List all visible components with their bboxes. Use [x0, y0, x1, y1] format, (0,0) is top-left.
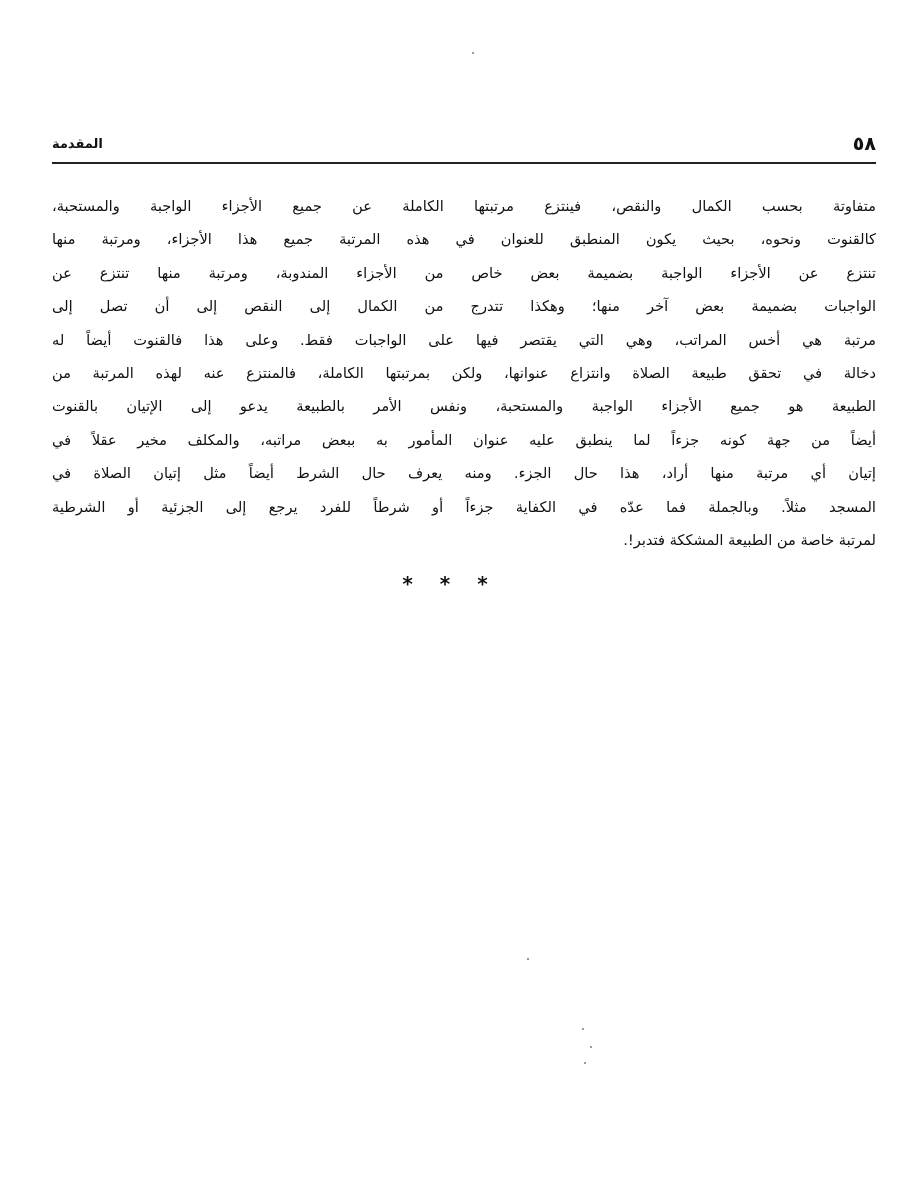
text-line: دخالة في تحقق طبيعة الصلاة وانتزاع عنوانها، ولكن بمرتبتها الكاملة، فالمنتزع عنه لهذه المرتبة من [52, 364, 876, 382]
scan-speck [584, 1062, 586, 1064]
text-line: الواجبات بضميمة بعض آخر منها؛ وهكذا تتدرج من الكمال إلى النقص إلى أن تصل إلى [52, 298, 876, 316]
scan-speck [582, 1028, 584, 1030]
text-line: تنتزع عن الأجزاء الواجبة بضميمة بعض خاص من الأجزاء المندوبة، ومرتبة منها تنتزع عن [52, 264, 876, 282]
text-line: مرتبة هي أخس المراتب، وهي التي يقتصر فيها على الواجبات فقط. وعلى هذا فالقنوت أيضاً له [52, 331, 876, 349]
text-line: لمرتبة خاصة من الطبيعة المشككة فتدبر!. [623, 531, 876, 549]
page-number: ٥٨ [852, 133, 876, 155]
running-section-title: المقدمة [52, 137, 103, 152]
body-paragraph [52, 190, 876, 557]
text-line: كالقنوت ونحوه، بحيث يكون المنطبق للعنوان في هذه المرتبة جميع هذا الأجزاء، ومرتبة منها [52, 231, 876, 249]
text-line: إتيان أي مرتبة منها أراد، هذا حال الجزء. ومنه يعرف حال الشرط أيضاً مثل إتيان الصلاة في [52, 465, 876, 483]
scan-speck [590, 1046, 592, 1048]
page-header [52, 132, 876, 160]
header-rule [52, 162, 876, 164]
text-line: الطبيعة هو جميع الأجزاء الواجبة والمستحبة، ونفس الأمر بالطبيعة يدعو إلى الإتيان بالقنوت [52, 398, 876, 416]
text-line: المسجد مثلاً. وبالجملة فما عدّه في الكفاية جزءاً أو شرطاً للفرد يرجع إلى الجزئية أو الشرطية [52, 498, 876, 516]
scan-speck [472, 52, 474, 54]
scan-speck [527, 958, 529, 960]
section-end-ornament: * * * [402, 572, 498, 596]
text-line: متفاوتة بحسب الكمال والنقص، فينتزع مرتبتها الكاملة عن جميع الأجزاء الواجبة والمستحبة، [52, 198, 876, 215]
text-line: أيضاً من جهة كونه جزءاً لما ينطبق عليه عنوان المأمور به ببعض مراتبه، والمكلف مخير عقلاً في [52, 431, 876, 449]
